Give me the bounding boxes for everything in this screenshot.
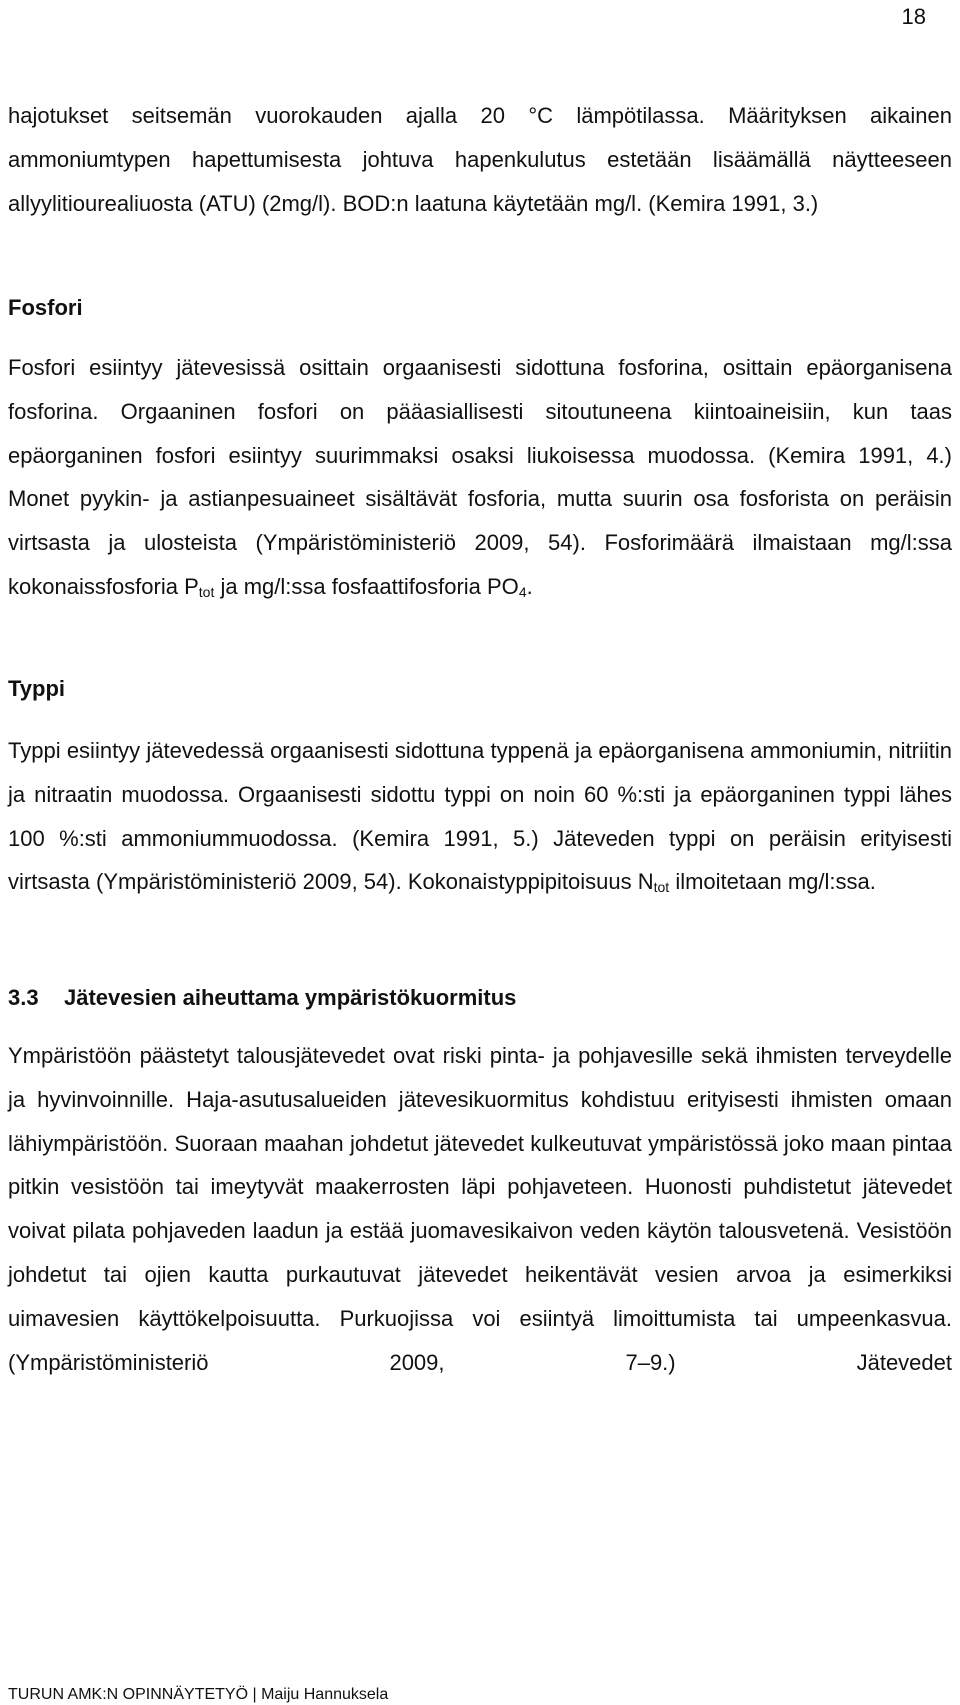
- section-paragraph: Ympäristöön päästetyt talousjätevedet ovat riski pinta- ja pohjavesille sekä ihmisten terveydelle ja hyvinvoinnille. Haja-asutusalueiden jätevesikuormitus kohdistuu erityisesti ihmisten omaan lähiympäristöön. Suoraan maahan johdetut jätevedet kulkeutuvat ympäristössä joko maan pintaa pitkin vesistöön tai imeytyvät maakerrosten läpi pohjaveteen. Huonosti puhdistetut jätevedet voivat pilata pohjaveden laadun ja estää juomavesikaivon veden käytön talousvetenä. Vesistöön johdetut tai ojien kautta purkautuvat jätevedet heikentävät vesien arvoa ja esimerkiksi uimavesien käyttökelpoisuutta. Purkuojissa voi esiintyä limoittumista tai umpeenkasvua. (Ympäristöministeriö 2009, 7–9.) Jätevedet: [8, 1043, 952, 1375]
- section-number: 3.3: [8, 985, 39, 1010]
- typpi-paragraph: [8, 729, 952, 904]
- fosfori-section: [8, 293, 952, 323]
- fosfori-text-2: ja mg/l:ssa fosfaattifosforia PO: [214, 573, 519, 599]
- fosfori-text-1: Fosfori esiintyy jätevesissä osittain orgaanisesti sidottuna fosforina, osittain epäorganisena fosforina. Orgaaninen fosfori on pääasiallisesti sitoutuneena kiintoaineisiin, kun taas epäorganinen fosfori esiintyy suurimmaksi osaksi liukoisessa muodossa. (Kemira 1991, 4.) Monet pyykin- ja astianpesuaineet sisältävät fosforia, mutta suurin osa fosforista on peräisin virtsasta ja ulosteista (Ympäristöministeriö 2009, 54). Fosforimäärä ilmaistaan mg/l:ssa kokonaissfosforia P: [8, 355, 952, 599]
- fosfori-paragraph: [8, 346, 952, 609]
- page-number: 18: [901, 4, 926, 29]
- page-footer: TURUN AMK:N OPINNÄYTETYÖ | Maiju Hannuksela: [8, 1686, 389, 1703]
- fosfori-heading: Fosfori: [8, 295, 83, 320]
- fosfori-sub-tot: tot: [198, 583, 215, 600]
- fosfori-body: [8, 346, 952, 609]
- intro-paragraph: hajotukset seitsemän vuorokauden ajalla 20 °C lämpötilassa. Määrityksen aikainen ammoniumtypen hapettumisesta johtuva hapenkulutus estetään lisäämällä näytteeseen allyylitiourealiuosta (ATU) (2mg/l). BOD:n laatuna käytetään mg/l. (Kemira 1991, 3.): [8, 103, 952, 216]
- typpi-body: [8, 729, 952, 904]
- fosfori-text-3: .: [526, 573, 533, 599]
- section-body: [8, 1034, 952, 1384]
- typpi-text-2: ilmoitetaan mg/l:ssa.: [669, 869, 876, 895]
- intro-section: [8, 94, 952, 225]
- typpi-section: [8, 674, 952, 704]
- section-title: Jätevesien aiheuttama ympäristökuormitus: [64, 985, 517, 1010]
- section-heading: [8, 983, 952, 1013]
- section-heading-block: [8, 983, 952, 1013]
- fosfori-sub-4: 4: [518, 583, 527, 600]
- typpi-sub-tot: tot: [653, 879, 670, 896]
- typpi-heading: Typpi: [8, 676, 66, 701]
- typpi-text-1: Typpi esiintyy jätevedessä orgaanisesti sidottuna typpenä ja epäorganisena ammoniumin, nitriitin ja nitraatin muodossa. Orgaanisesti sidottu typpi on noin 60 %:sti ja epäorganinen typpi lähes 100 %:sti ammoniummuodossa. (Kemira 1991, 5.) Jäteveden typpi on peräisin erityisesti virtsasta (Ympäristöministeriö 2009, 54). Kokonaistyppipitoisuus N: [8, 738, 952, 895]
